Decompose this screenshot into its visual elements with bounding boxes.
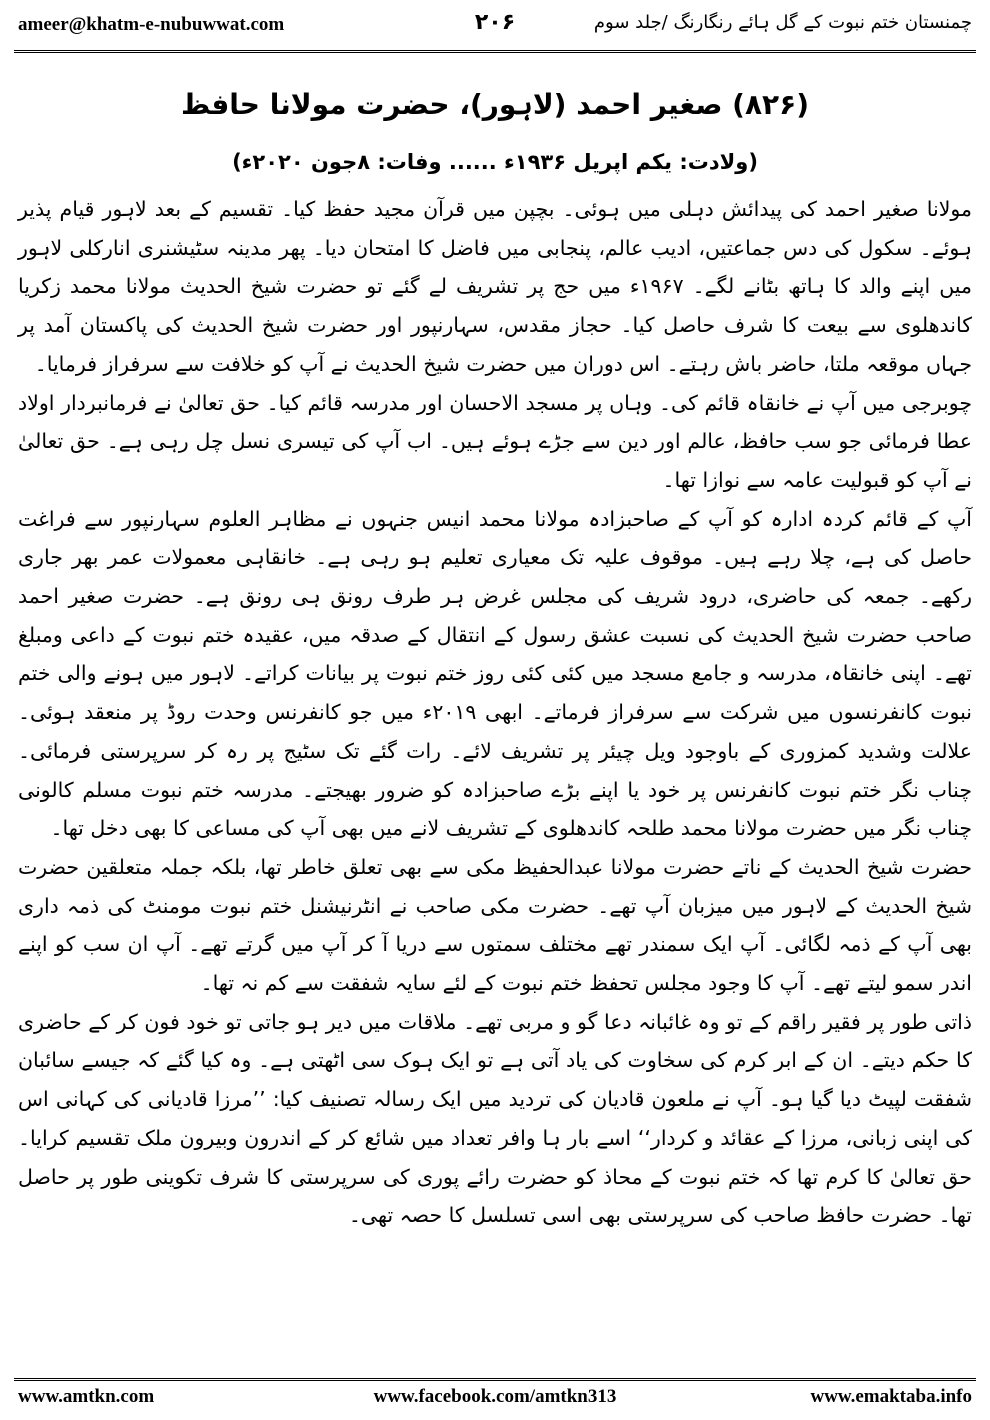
article-dates: (ولادت: یکم اپریل ۱۹۳۶ء ...... وفات: ۸جون ۲۰۲۰ء) <box>232 150 758 174</box>
paragraph: حضرت شیخ الحدیث کے ناتے حضرت مولانا عبدالحفیظ مکی سے بھی تعلق خاطر تھا، بلکہ جملہ متعلقین حضرت شیخ الحدیث کے لاہور میں میزبان آپ تھے۔ حضرت مکی صاحب نے انٹرنیشنل ختم نبوت مومنٹ کی ذمہ داری بھی آپ کے ذمہ لگائی۔ آپ ایک سمندر تھے مختلف سمتوں سے دریا آ کر آپ میں گرتے تھے۔ آپ ان سب کو اپنے اندر سمو لیتے تھے۔ آپ کا وجود مجلس تحفظ ختم نبوت کے لئے سایہ شفقت سے کم نہ تھا۔ <box>18 854 972 996</box>
page-header <box>18 10 972 50</box>
paragraph: ذاتی طور پر فقیر راقم کے تو وہ غائبانہ دعا گو و مربی تھے۔ ملاقات میں دیر ہو جاتی تو خود فون کر کے حاضری کا حکم دیتے۔ ان کے ابر کرم کی سخاوت کی یاد آتی ہے تو ایک ہوک سی اٹھتی ہے۔ وہ کیا گئے کہ جیسے سائبان شفقت لپیٹ دیا گیا ہو۔ آپ نے ملعون قادیان کی تردید میں ایک رسالہ تصنیف کیا: ’’مرزا قادیانی کی کہانی اس کی اپنی زبانی، مرزا کے عقائد و کردار‘‘ اسے بار ہا وافر تعداد میں شائع کر کے اندرون وبیرون ملک تقسیم کرایا۔ حق تعالیٰ کا کرم تھا کہ ختم نبوت کے محاذ کو حضرت رائے پوری کی سرپرستی کا شرف تکوینی طور پر حاصل تھا۔ حضرت حافظ صاحب کی سرپرستی بھی اسی تسلسل کا حصہ تھی۔ <box>18 1009 972 1228</box>
book-title: چمنستان ختم نبوت کے گل ہائے رنگارنگ /جلد سوم <box>593 12 972 33</box>
header-email[interactable]: ameer@khatm-e-nubuwwat.com <box>18 14 285 35</box>
footer-link-facebook[interactable]: www.facebook.com/amtkn313 <box>373 1386 617 1407</box>
header-divider <box>14 50 976 56</box>
paragraph: آپ کے قائم کردہ ادارہ کو آپ کے صاحبزادہ مولانا محمد انیس جنہوں نے مظاہر العلوم سہارنپور سے فراغت حاصل کی ہے، چلا رہے ہیں۔ موقوف علیہ تک معیاری تعلیم ہو رہی ہے۔ خانقاہی معمولات عمر بھر جاری رکھے۔ جمعہ کی حاضری، درود شریف کی مجلس غرض ہر طرف رونق ہی رونق ہے۔ حضرت صغیر احمد صاحب حضرت شیخ الحدیث کی نسبت عشق رسول کے انتقال کے صدقہ میں، عقیدہ ختم نبوت کے داعی ومبلغ تھے۔ اپنی خانقاہ، مدرسہ و جامع مسجد میں کئی کئی روز ختم نبوت پر بیانات کراتے۔ لاہور میں ہونے والی ختم نبوت کانفرنسوں میں شرکت سے سرفراز فرماتے۔ ابھی ۲۰۱۹ء میں جو کانفرنس وحدت روڈ پر منعقد ہوئی۔ علالت وشدید کمزوری کے باوجود ویل چیئر پر تشریف لائے۔ رات گئے تک سٹیج پر رہ کر سرپرستی فرمائی۔ چناب نگر ختم نبوت کانفرنس پر خود یا اپنے بڑے صاحبزادہ کو ضرور بھیجتے۔ مدرسہ ختم نبوت مسلم کالونی چناب نگر میں حضرت مولانا محمد طلحہ کاندھلوی کے تشریف لانے میں بھی آپ کی مساعی کا بھی دخل تھا۔ <box>18 506 972 841</box>
footer-link-amtkn[interactable]: www.amtkn.com <box>18 1386 155 1407</box>
footer-divider <box>14 1378 976 1384</box>
article-title: (۸۲۶) صغیر احمد (لاہور)، حضرت مولانا حافظ <box>180 88 810 121</box>
article-body <box>18 190 972 1235</box>
page-number: ۲۰۶ <box>474 10 516 35</box>
footer-link-emaktaba[interactable]: www.emaktaba.info <box>810 1386 972 1407</box>
paragraph: مولانا صغیر احمد کی پیدائش دہلی میں ہوئی۔ بچپن میں قرآن مجید حفظ کیا۔ تقسیم کے بعد لاہور قیام پذیر ہوئے۔ سکول کی دس جماعتیں، ادیب عالم، پنجابی میں فاضل کا امتحان دیا۔ پھر مدینہ سٹیشنری انارکلی لاہور میں اپنے والد کا ہاتھ بٹانے لگے۔ ۱۹۶۷ء میں حج پر تشریف لے گئے تو حضرت شیخ الحدیث مولانا محمد زکریا کاندھلوی سے بیعت کا شرف حاصل کیا۔ حجاز مقدس، سہارنپور اور حضرت شیخ الحدیث کی پاکستان آمد پر جہاں موقعہ ملتا، حاضر باش رہتے۔ اس دوران میں حضرت شیخ الحدیث نے آپ کو خلافت سے سرفراز فرمایا۔ <box>18 197 972 376</box>
paragraph: چوبرجی میں آپ نے خانقاہ قائم کی۔ وہاں پر مسجد الاحسان اور مدرسہ قائم کیا۔ حق تعالیٰ نے فرمانبردار اولاد عطا فرمائی جو سب حافظ، عالم اور دین سے جڑے ہوئے ہیں۔ اب آپ کی تیسری نسل چل رہی ہے۔ حق تعالیٰ نے آپ کو قبولیت عامہ سے نوازا تھا۔ <box>18 390 972 492</box>
page-footer <box>18 1386 972 1414</box>
